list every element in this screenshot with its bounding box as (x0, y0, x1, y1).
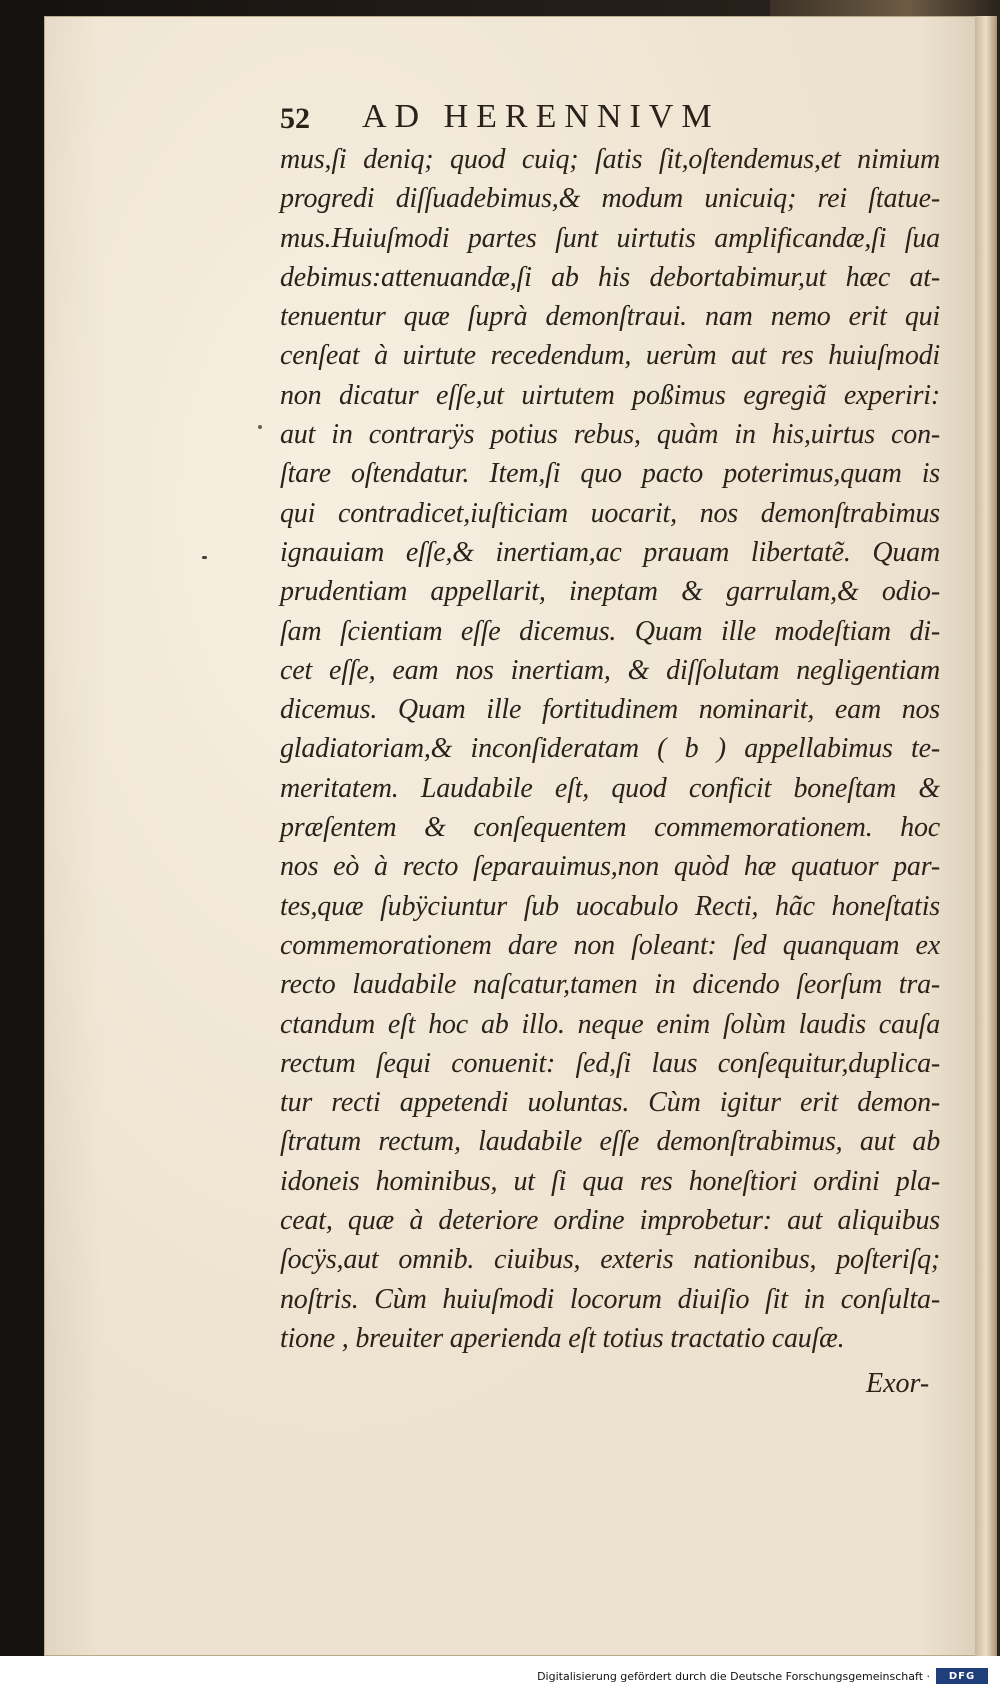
text-line: tione , breuiter aperienda eſt totius tractatio cauſæ. (280, 1322, 845, 1354)
running-title: AD HERENNIVM (362, 98, 720, 135)
text-line: noſtris. Cùm huiuſmodi locorum diuiſio ſit in conſulta- (280, 1283, 940, 1315)
text-line: debimus:attenuandæ,ſi ab his debortabimur,ut hæc at- (280, 261, 940, 293)
margin-mark (202, 556, 207, 559)
text-line: ſam ſcientiam eſſe dicemus. Quam ille modeſtiam di- (280, 615, 940, 647)
catchword: Exor- (866, 1368, 930, 1399)
text-line: ignauiam eſſe,& inertiam,ac prauam libertatẽ. Quam (280, 536, 940, 568)
page-number: 52 (280, 102, 310, 135)
page-header (280, 98, 920, 138)
text-line: idoneis hominibus, ut ſi qua res honeſtiori ordini pla- (280, 1165, 940, 1197)
text-line: rectum ſequi conuenit: ſed,ſi laus conſequitur,duplica- (280, 1047, 940, 1079)
text-line: meritatem. Laudabile eſt, quod conficit boneſtam & (280, 772, 940, 804)
text-line: tes,quæ ſubÿciuntur ſub uocabulo Recti, hãc honeſtatis (280, 890, 940, 922)
text-line: ſtare oſtendatur. Item,ſi quo pacto poterimus,quam is (280, 458, 940, 490)
text-line: aut in contrarÿs potius rebus, quàm in his,uirtus con- (280, 419, 940, 451)
text-line: tur recti appetendi uoluntas. Cùm igitur erit demon- (280, 1087, 940, 1119)
text-line: cenſeat à uirtute recedendum, uerùm aut res huiuſmodi (280, 340, 940, 372)
text-line: ſocÿs,aut omnib. ciuibus, exteris nationibus, poſteriſq; (280, 1244, 940, 1276)
text-line: dicemus. Quam ille fortitudinem nominarit, eam nos (280, 694, 940, 726)
text-line: ceat, quæ à deteriore ordine improbetur: aut aliquibus (280, 1205, 940, 1237)
body-text (280, 140, 940, 1358)
text-line: nos eò à recto ſeparauimus,non quòd hæ quatuor par- (280, 851, 940, 883)
text-line: recto laudabile naſcatur,tamen in dicendo ſeorſum tra- (280, 969, 940, 1001)
text-line: qui contradicet,iuſticiam uocarit, nos demonſtrabimus (280, 497, 940, 529)
text-line: ctandum eſt hoc ab illo. neque enim ſolùm laudis cauſa (280, 1008, 940, 1040)
text-line: cet eſſe, eam nos inertiam, & diſſolutam negligentiam (280, 654, 940, 686)
text-line: non dicatur eſſe,ut uirtutem poßimus egregiã experiri: (280, 379, 940, 411)
margin-mark (258, 425, 262, 429)
text-line: prudentiam appellarit, ineptam & garrulam,& odio- (280, 576, 940, 608)
digitization-credit: Digitalisierung gefördert durch die Deutsche Forschungsgemeinschaft · (537, 1670, 930, 1683)
text-line: mus,ſi deniq; quod cuiq; ſatis ſit,oſtendemus,et nimium (280, 144, 940, 175)
text-line: ſtratum rectum, laudabile eſſe demonſtrabimus, aut ab (280, 1126, 940, 1158)
text-line: commemorationem dare non ſoleant: ſed quanquam ex (280, 929, 940, 961)
text-line: progredi diſſuadebimus,& modum unicuiq; rei ſtatue- (280, 183, 940, 215)
text-line: præſentem & conſequentem commemorationem. hoc (280, 812, 940, 844)
text-line: gladiatoriam,& inconſideratam ( b ) appellabimus te- (280, 733, 940, 765)
page-fore-edge (975, 16, 997, 1656)
text-line: tenuentur quæ ſuprà demonſtraui. nam nemo erit qui (280, 301, 940, 333)
text-line: mus.Huiuſmodi partes ſunt uirtutis amplificandæ,ſi ſua (280, 222, 940, 254)
dfg-logo: DFG (936, 1668, 988, 1684)
